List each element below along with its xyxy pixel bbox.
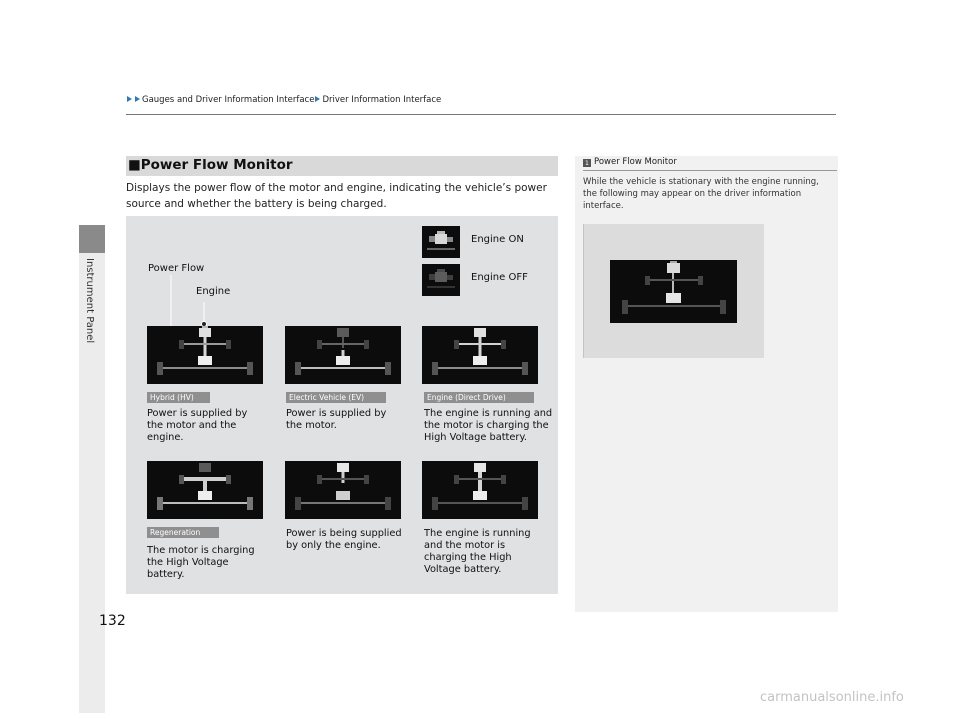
direct-drive-caption: The engine is running and the motor is charging the High Voltage battery. (424, 408, 553, 443)
breadcrumb-item-gauges[interactable]: Gauges and Driver Information Interface (142, 95, 315, 105)
section-intro: Displays the power flow of the motor and engine, indicating the vehicle’s power source and whether the battery is being charged. (126, 182, 547, 210)
engine-on-label: Engine ON (471, 234, 524, 245)
regeneration-caption: The motor is charging the High Voltage battery. (147, 545, 255, 580)
stationary-engine-screen (610, 260, 737, 323)
watermark: carmanualsonline.info (760, 690, 904, 705)
section-title-text: Power Flow Monitor (140, 157, 293, 173)
hybrid-mode-screen (147, 326, 263, 384)
engine-charging-caption: The engine is running and the motor is charging the High Voltage battery. (424, 528, 531, 575)
regeneration-screen (147, 461, 263, 519)
hybrid-tag: Hybrid (HV) (147, 392, 210, 403)
engine-off-icon (422, 264, 460, 296)
hybrid-caption: Power is supplied by the motor and the engine. (147, 408, 248, 443)
engine-on-icon (422, 226, 460, 258)
engine-label: Engine (196, 286, 231, 297)
ev-mode-screen (285, 326, 401, 384)
direct-drive-tag: Engine (Direct Drive) (424, 392, 534, 403)
side-note-title (583, 157, 677, 167)
engine-only-caption: Power is being supplied by only the engine. (286, 528, 402, 551)
power-flow-label: Power Flow (148, 263, 205, 274)
direct-drive-screen (422, 326, 538, 384)
side-tab-marker (79, 225, 105, 253)
chevron-right-icon (315, 96, 320, 102)
page-number: 132 (99, 613, 126, 629)
section-marker: ■ (128, 157, 141, 173)
side-note-divider (583, 170, 837, 171)
chevron-right-icon (135, 96, 140, 102)
note-number-badge: 1 (584, 159, 590, 167)
side-note-text: While the vehicle is stationary with the engine running, the following may appear on the driver information interface. (583, 177, 819, 211)
engine-off-label: Engine OFF (471, 272, 528, 283)
side-tab-label: Instrument Panel (84, 258, 95, 344)
ev-caption: Power is supplied by the motor. (286, 408, 387, 431)
breadcrumb-item-driver-info[interactable]: Driver Information Interface (322, 95, 442, 105)
note-title-text: Power Flow Monitor (594, 157, 677, 167)
engine-charging-screen (422, 461, 538, 519)
section-title (128, 157, 293, 173)
chevron-right-icon (127, 96, 132, 102)
engine-only-screen (285, 461, 401, 519)
breadcrumb (126, 95, 441, 105)
ev-tag: Electric Vehicle (EV) (286, 392, 386, 403)
header-divider (126, 114, 836, 115)
regeneration-tag: Regeneration (147, 527, 219, 538)
